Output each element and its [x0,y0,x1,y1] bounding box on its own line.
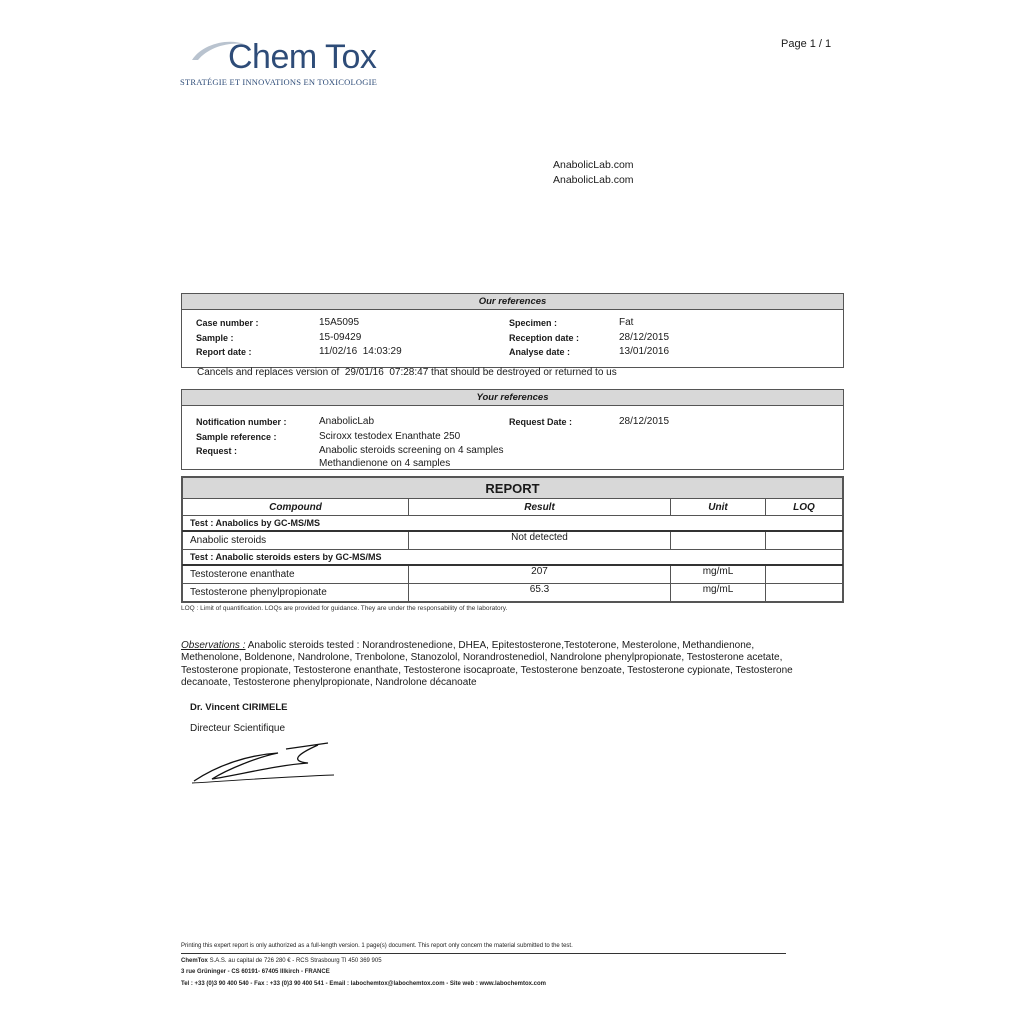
column-header-loq: LOQ [766,499,843,516]
loq-cell [766,531,843,550]
sample-reference-value: Sciroxx testodex Enanthate 250 [319,431,461,442]
page-number: Page 1 / 1 [781,38,832,50]
reception-date-label: Reception date : [509,333,580,343]
compound-cell: Testosterone enanthate [183,565,409,584]
footer-brand: ChemTox [181,958,208,964]
result-cell: 207 [409,565,671,584]
footer-address: 3 rue Grüninger - CS 60191- 67405 Illkirch - FRANCE [181,969,330,975]
loq-note: LOQ : Limit of quantification. LOQs are provided for guidance. They are under the responsability of the laboratory. [181,605,508,612]
table-row [183,584,843,602]
loq-cell [766,584,843,602]
footer-notice: Printing this expert report is only authorized as a full-length version. 1 page(s) document. This report only concern the material submitted to the test. [181,943,573,949]
specimen-value: Fat [619,317,634,328]
compound-cell: Testosterone phenylpropionate [183,584,409,602]
sample-value: 15-09429 [319,332,362,343]
case-number-label: Case number : [196,318,259,328]
table-row [183,531,843,550]
unit-cell: mg/mL [671,565,766,584]
result-cell: 65.3 [409,584,671,602]
your-references-box [181,389,844,470]
request-date-value: 28/12/2015 [619,416,670,427]
analyse-date-label: Analyse date : [509,347,571,357]
sample-label: Sample : [196,333,234,343]
footer-company-text: S.A.S. au capital de 726 280 € - RCS Strasbourg TI 450 369 905 [207,958,382,964]
cancels-note: Cancels and replaces version of 29/01/16 07:28:47 that should be destroyed or returned to us [197,367,617,378]
report-date-label: Report date : [196,347,252,357]
unit-cell: mg/mL [671,584,766,602]
observations [181,640,801,689]
analyse-date-value: 13/01/2016 [619,346,670,357]
our-references-title: Our references [182,294,843,310]
request-date-label: Request Date : [509,417,573,427]
observations-text: Anabolic steroids tested : Norandrostenedione, DHEA, Epitestosterone,Testoterone, Mesterolone, Methandienone, Methenolone, Boldenone, Nandrolone, Trenbolone, Stanozolol, Norandrostenediol, Nandrolone phenylpropionate, Testosterone acetate, Testosterone propionate, Testosterone enanthate, Testosterone isocaproate, Testosterone benzoate, Testosterone cypionate, Testosterone decanoate, Testosterone phenylpropionate, Nandrolone décanoate [181,640,793,688]
compound-cell: Anabolic steroids [183,531,409,550]
signature-image [188,735,338,790]
request-line-2: Methandienone on 4 samples [319,458,451,469]
unit-cell [671,531,766,550]
addressee-line-1: AnabolicLab.com [553,159,634,171]
logo-tagline: STRATÉGIE ET INNOVATIONS EN TOXICOLOGIE [180,77,377,87]
request-label: Request : [196,446,238,456]
test-2-heading: Test : Anabolic steroids esters by GC-MS/MS [183,550,843,566]
observations-label: Observations : [181,640,246,651]
test-1-heading: Test : Anabolics by GC-MS/MS [183,516,843,532]
footer-contact: Tel : +33 (0)3 90 400 540 - Fax : +33 (0)3 90 400 541 - Email : labochemtox@labochemtox.com - Site web : www.labochemtox.com [181,981,546,987]
signatory-title: Directeur Scientifique [190,723,286,734]
footer-company-line [181,958,382,964]
report-table [181,476,844,603]
sample-reference-label: Sample reference : [196,432,277,442]
specimen-label: Specimen : [509,318,558,328]
column-header-unit: Unit [671,499,766,516]
report-title: REPORT [183,478,843,499]
addressee-line-2: AnabolicLab.com [553,174,634,186]
notification-number-value: AnabolicLab [319,416,375,427]
column-header-result: Result [409,499,671,516]
logo: Chem Tox [228,38,377,76]
your-references-title: Your references [182,390,843,406]
request-line-1: Anabolic steroids screening on 4 samples [319,445,504,456]
table-row [183,565,843,584]
case-number-value: 15A5095 [319,317,360,328]
result-cell: Not detected [409,531,671,550]
footer-divider [181,953,786,954]
signatory-name: Dr. Vincent CIRIMELE [190,702,288,713]
loq-cell [766,565,843,584]
notification-number-label: Notification number : [196,417,287,427]
reception-date-value: 28/12/2015 [619,332,670,343]
column-header-compound: Compound [183,499,409,516]
report-date-value: 11/02/16 14:03:29 [319,346,402,357]
